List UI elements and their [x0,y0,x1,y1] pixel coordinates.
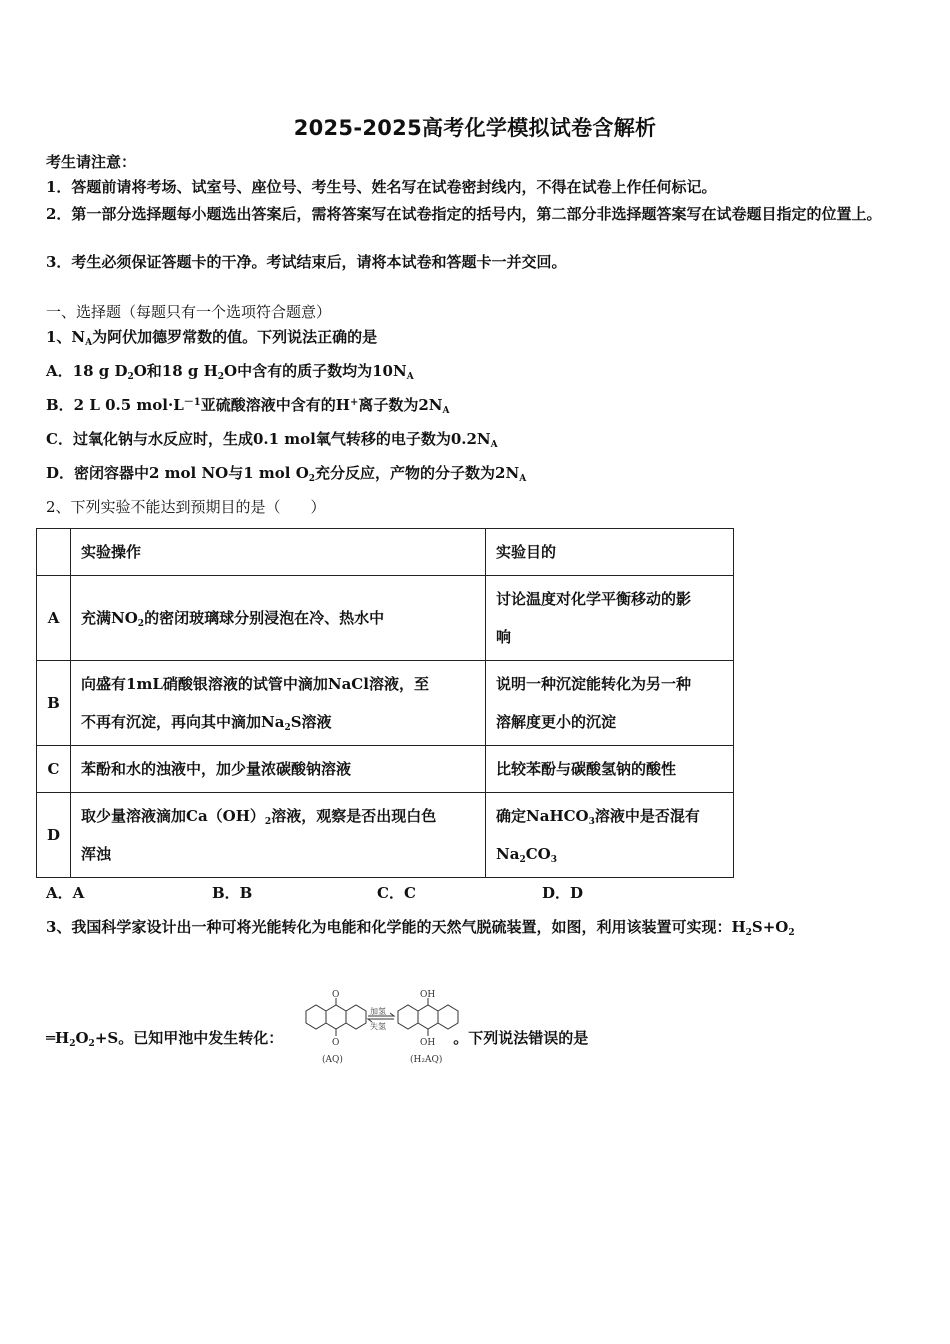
row-goal: 说明一种沉淀能转化为另一种 溶解度更小的沉淀 [486,661,734,746]
aq-bottom-o: O [332,1038,340,1048]
aq-label: (AQ) [322,1055,343,1065]
q3-stem-line1: 3、我国科学家设计出一种可将光能转化为电能和化学能的天然气脱硫装置，如图，利用该装置可实现：$H_2S+O_2$ [46,918,795,938]
experiment-table [36,528,734,878]
notice-heading: 考生请注意： [46,153,137,171]
arrow-top-label: 加氢 [370,1007,386,1016]
table-row [37,576,734,661]
q1-option-a: A．18 g $D_2O$和18 g $H_2O$中含有的质子数均为$10N_A$ [46,362,414,382]
q1-option-b: B．2 L 0.5 $mol\cdot L^{-1}$亚硫酸溶液中含有的H+离子数为$2N_A$ [46,396,450,416]
anthraquinone-conversion-figure [300,986,468,1068]
aq-top-o: O [332,990,340,1000]
row-label: C [37,746,71,793]
row-operation: 向盛有1mL硝酸银溶液的试管中滴加NaCl溶液，至 不再有沉淀，再向其中滴加$Na_2S$溶液 [71,661,486,746]
choice-a[interactable]: A．A [46,884,85,902]
table-row [37,793,734,878]
h2aq-bottom-oh: OH [420,1038,436,1048]
table-row [37,661,734,746]
row-goal: 确定NaHCO$_3$溶液中是否混有 $Na_2CO_3$ [486,793,734,878]
table-header-row [37,529,734,576]
q1-option-c: C．过氧化钠与水反应时，生成0.1 mol氧气转移的电子数为$0.2N_A$ [46,430,498,450]
row-operation: 充满$NO_2$的密闭玻璃球分别浸泡在冷、热水中 [71,576,486,661]
row-label: B [37,661,71,746]
h2aq-label: (H₂AQ) [410,1055,443,1065]
table-row [37,746,734,793]
h2aq-molecule [398,998,458,1036]
q1-stem: 1、$N_A$为阿伏加德罗常数的值。下列说法正确的是 [46,328,378,348]
header-operation: 实验操作 [71,529,486,576]
row-label: A [37,576,71,661]
row-label: D [37,793,71,878]
row-goal: 比较苯酚与碳酸氢钠的酸性 [486,746,734,793]
header-goal: 实验目的 [486,529,734,576]
aq-molecule [306,998,366,1036]
page-title: 2025-2025高考化学模拟试卷含解析 [293,116,657,140]
notice-item-1: 1．答题前请将考场、试室号、座位号、考生号、姓名写在试卷密封线内，不得在试卷上作任何标记。 [46,178,717,196]
choice-c[interactable]: C．C [377,884,416,902]
row-operation: 苯酚和水的浊液中，加少量浓碳酸钠溶液 [71,746,486,793]
row-goal: 讨论温度对化学平衡移动的影 响 [486,576,734,661]
q3-stem-line2: $═H_2O_2+S$。已知甲池中发生转化： 。下列说法错误的是 [46,1029,589,1049]
h2aq-top-oh: OH [420,990,436,1000]
q2-stem: 2、下列实验不能达到预期目的是（ ） [46,498,326,516]
table-cell [37,529,71,576]
row-operation: 取少量溶液滴加$Ca(OH)_2$溶液，观察是否出现白色 浑浊 [71,793,486,878]
arrow-bottom-label: 失氢 [370,1022,386,1031]
section-heading: 一、选择题（每题只有一个选项符合题意） [46,303,332,321]
notice-item-3: 3．考生必须保证答题卡的干净。考试结束后，请将本试卷和答题卡一并交回。 [46,253,567,271]
choice-d[interactable]: D．D [542,884,584,902]
q1-option-d: D．密闭容器中2 mol NO与1 mol $O_2$充分反应，产物的分子数为$2N_A$ [46,464,527,484]
notice-item-2: 2．第一部分选择题每小题选出答案后，需将答案写在试卷指定的括号内，第二部分非选择题答案写在试卷题目指定的位置上。 [46,205,882,223]
choice-b[interactable]: B．B [212,884,253,902]
